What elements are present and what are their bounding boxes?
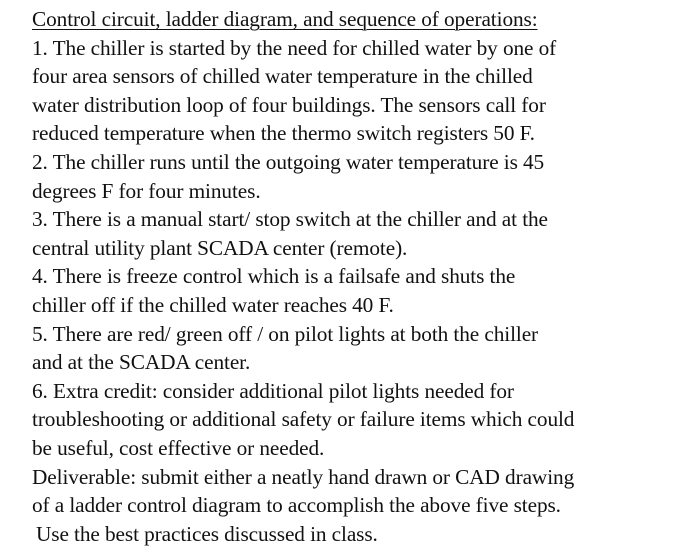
text-line-13: 6. Extra credit: consider additional pilot lights needed for [32,378,514,403]
text-line-18: Use the best practices discussed in class. [36,521,378,546]
text-line-11: 5. There are red/ green off / on pilot lights at both the chiller [32,321,539,346]
text-line-1: 1. The chiller is started by the need for chilled water by one of [32,35,557,60]
text-line-17: of a ladder control diagram to accomplish the above five steps. [32,493,561,518]
text-line-4: reduced temperature when the thermo switch registers 50 F. [32,121,535,146]
text-line-15: be useful, cost effective or needed. [32,435,325,460]
text-line-2: four area sensors of chilled water temperature in the chilled [32,64,533,89]
document-title: Control circuit, ladder diagram, and sequence of operations: [32,7,538,31]
text-line-14: troubleshooting or additional safety or failure items which could [32,407,575,432]
text-line-12: and at the SCADA center. [32,350,251,375]
text-line-9: 4. There is freeze control which is a failsafe and shuts the [32,264,516,289]
text-line-3: water distribution loop of four buildings. The sensors call for [32,92,546,117]
text-line-10: chiller off if the chilled water reaches 40 F. [32,292,394,317]
text-line-16: Deliverable: submit either a neatly hand drawn or CAD drawing [32,464,575,489]
text-line-6: degrees F for four minutes. [32,178,261,203]
text-line-5: 2. The chiller runs until the outgoing water temperature is 45 [32,149,545,174]
text-line-8: central utility plant SCADA center (remote). [32,235,408,260]
text-line-7: 3. There is a manual start/ stop switch at the chiller and at the [32,207,548,232]
